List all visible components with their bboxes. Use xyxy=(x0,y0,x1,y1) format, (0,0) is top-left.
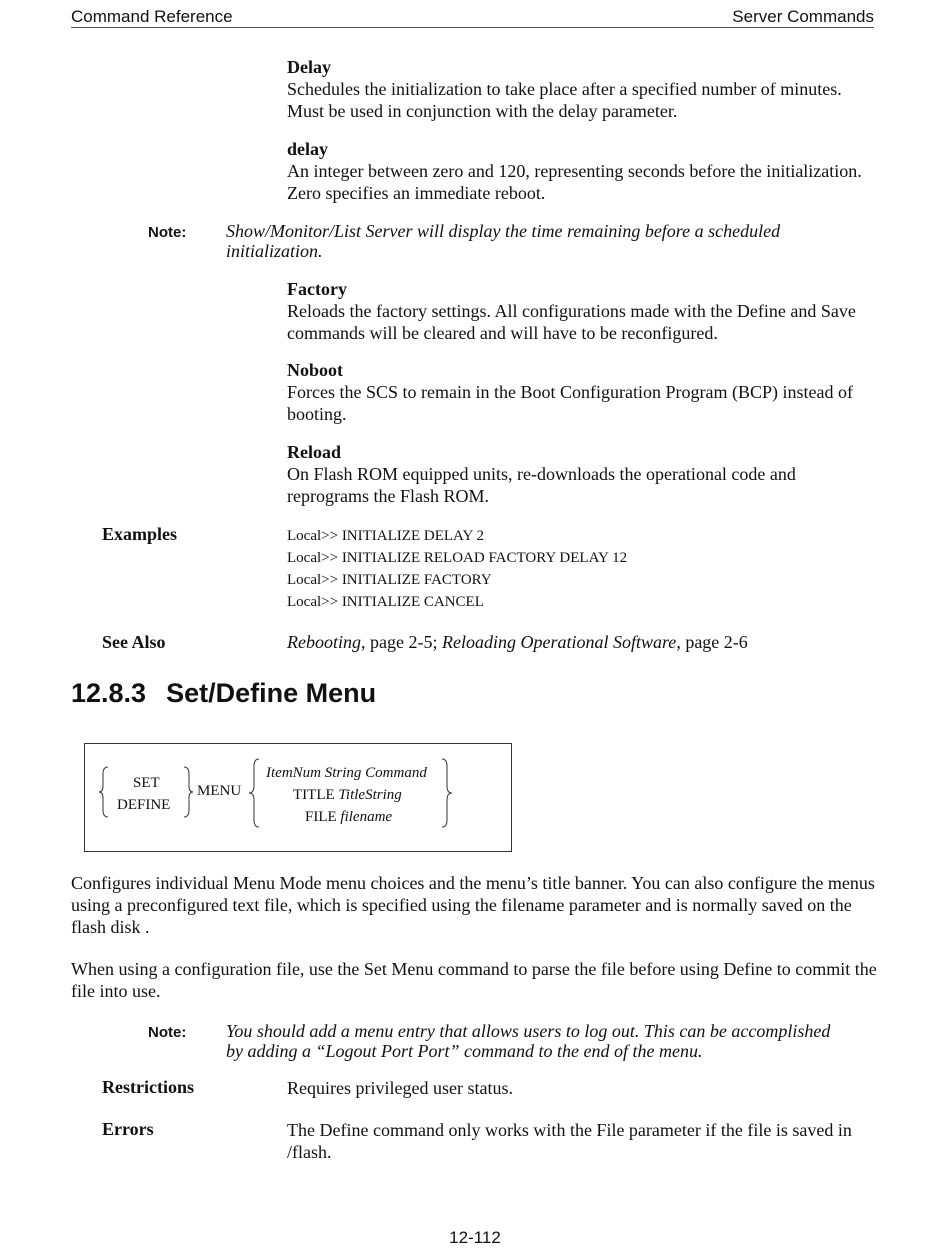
syntax-option-itemnum: ItemNum String Command xyxy=(266,765,427,781)
param-noboot xyxy=(287,359,877,425)
restrictions-text: Requires privileged user status. xyxy=(287,1078,513,1098)
param-desc: Schedules the initialization to take place after a specified number of minutes. Must be used in conjunction with the delay parameter. xyxy=(287,79,842,121)
param-desc: On Flash ROM equipped units, re-downloads the operational code and reprograms the Flash ROM. xyxy=(287,464,796,506)
syntax-argument: TitleString xyxy=(338,787,402,803)
param-desc: Reloads the factory settings. All configurations made with the Define and Save commands will be cleared and will have to be reconfigured. xyxy=(287,301,856,343)
note-text: Show/Monitor/List Server will display the time remaining before a scheduled initialization. xyxy=(226,221,781,261)
syntax-argument: filename xyxy=(340,809,393,825)
description-paragraph: When using a configuration file, use the Set Menu command to parse the file before using Define to commit the file into use. xyxy=(71,959,877,1001)
param-desc: Forces the SCS to remain in the Boot Configuration Program (BCP) instead of booting. xyxy=(287,382,853,424)
header-rule xyxy=(71,27,874,28)
param-delay-value xyxy=(287,138,877,204)
param-name: Delay xyxy=(287,57,331,77)
param-factory xyxy=(287,278,877,344)
param-name: Factory xyxy=(287,279,347,299)
errors-label: Errors xyxy=(102,1119,154,1139)
syntax-keyword: TITLE xyxy=(293,787,335,803)
see-also-page: , page 2-6 xyxy=(676,632,748,652)
restrictions-label: Restrictions xyxy=(102,1077,194,1097)
example-line: Local>> INITIALIZE DELAY 2 xyxy=(287,528,484,544)
section-title: Set/Define Menu xyxy=(166,678,377,708)
right-brace-open xyxy=(249,758,261,828)
header-left: Command Reference xyxy=(71,7,233,26)
section-number: 12.8.3 xyxy=(71,678,147,708)
examples-label: Examples xyxy=(102,524,178,544)
syntax-option-title xyxy=(293,787,402,804)
see-also-link-rebooting[interactable]: Rebooting xyxy=(287,632,361,652)
syntax-menu: MENU xyxy=(197,783,242,799)
page-number: 12-112 xyxy=(449,1228,501,1247)
syntax-keyword: FILE xyxy=(305,809,337,825)
param-name: Noboot xyxy=(287,360,344,380)
example-line: Local>> INITIALIZE CANCEL xyxy=(287,594,484,610)
right-brace-close xyxy=(441,758,453,828)
left-brace-close xyxy=(183,766,195,818)
syntax-define: DEFINE xyxy=(117,797,171,813)
example-line: Local>> INITIALIZE RELOAD FACTORY DELAY 12 xyxy=(287,550,628,566)
example-line: Local>> INITIALIZE FACTORY xyxy=(287,572,492,588)
see-also-link-reloading[interactable]: Reloading Operational Software xyxy=(441,632,677,652)
note-label: Note: xyxy=(148,224,187,241)
note-label: Note: xyxy=(148,1024,187,1041)
syntax-box xyxy=(84,743,512,852)
param-name: Reload xyxy=(287,442,341,462)
description-paragraph: Configures individual Menu Mode menu choices and the menu’s title banner. You can also configure the menus using a preconfigured text file, which is specified using the filename parameter and is normally saved on the flash disk . xyxy=(71,873,875,937)
errors-text: The Define command only works with the File parameter if the file is saved in /flash. xyxy=(287,1120,852,1162)
see-also-refs xyxy=(287,632,748,653)
header-right: Server Commands xyxy=(732,7,874,26)
syntax-set: SET xyxy=(133,775,160,791)
see-also-page: , page 2-5; xyxy=(361,632,442,652)
syntax-option-file xyxy=(305,809,392,826)
param-desc: An integer between zero and 120, representing seconds before the initialization. Zero specifies an immediate reboot. xyxy=(287,161,862,203)
param-name: delay xyxy=(287,139,329,159)
param-reload xyxy=(287,441,877,507)
param-delay xyxy=(287,56,877,122)
see-also-label: See Also xyxy=(102,632,166,652)
left-brace-open xyxy=(99,766,111,818)
note-text: You should add a menu entry that allows users to log out. This can be accomplished by adding a “Logout Port Port” command to the end of the menu. xyxy=(226,1021,831,1061)
section-heading xyxy=(71,678,376,709)
